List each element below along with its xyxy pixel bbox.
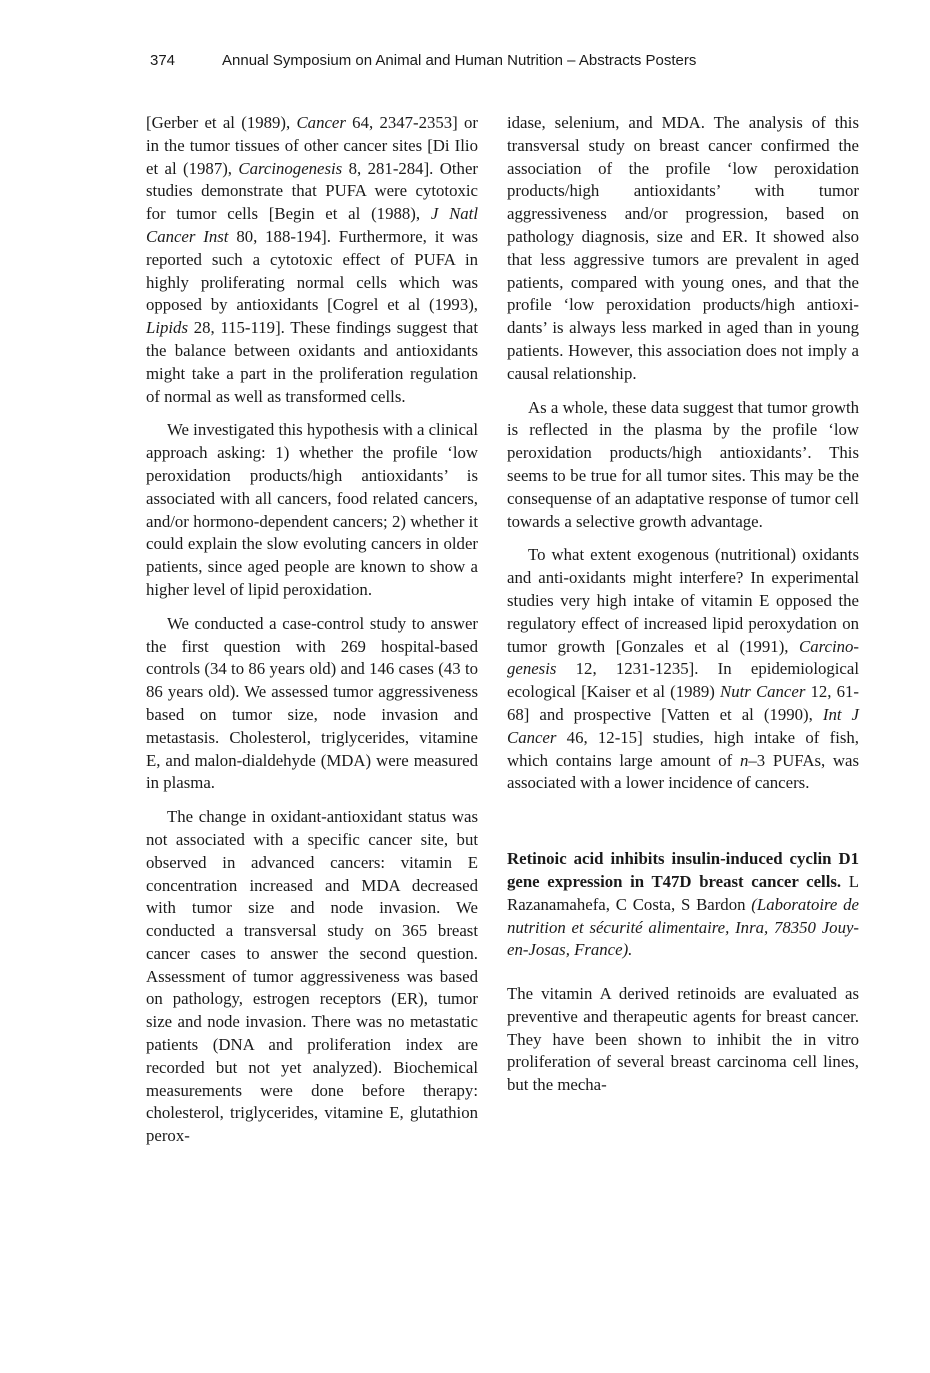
italic-text: Carcinogenesis bbox=[507, 636, 859, 679]
text-run: 12, 61-68] and prospective [Vatten et al (1990), bbox=[507, 682, 859, 724]
page-number: 374 bbox=[150, 52, 176, 69]
text-run: 64, 2347-2353] or in the tumor tissues of other cancer sites [Di Ilio et al (1987), bbox=[146, 113, 479, 178]
italic-text: Carcinogenesis bbox=[238, 158, 343, 178]
abstract-heading bbox=[507, 848, 859, 962]
text-run: The vitamin A derived retinoids are evaluated as preventive and therapeutic agents for breast cancer. They have been shown to inhibit the in vitro proliferation of several breast carcinoma cell lines, but the mecha- bbox=[507, 984, 859, 1095]
text-run: 46, 12-15] studies, high intake of fish, which contains large amount of bbox=[507, 727, 859, 770]
italic-text: Cancer bbox=[296, 113, 346, 132]
text-run: The change in oxidant-antioxidant status was not associated with a specific cancer site, but observed in advanced cancers: vitamin E concentration increased and MDA decreased with tumor size and node invasion. We conducted a transversal study on 365 breast cancer cases to answer the second question. Assessment of tumor aggressiveness was based on pathology, estrogen receptors (ER), tumor size and node invasion. There was no metastatic patients (DNA and proliferation index are recorded but not yet analyzed). Biochemical measurements were done before therapy: cholesterol, triglycerides, vitamine E, glutathion perox- bbox=[146, 807, 478, 1146]
paragraph bbox=[507, 112, 859, 386]
text-run: 8, 281-284]. Other studies demonstrate that PUFA were cytotoxic for tumor cells [Begin et al (1988), bbox=[146, 158, 478, 224]
text-run: –3 PUFAs, was associated with a lower incidence of cancers. bbox=[507, 750, 859, 793]
text-run: 80, 188-194]. Furthermore, it was reported such a cytotoxic effect of PUFA in highly proliferating normal cells which was opposed by antioxidants [Cogrel et al (1993), bbox=[146, 226, 478, 315]
text-run: We investigated this hypothesis with a clinical approach asking: 1) whether the profile ‘low peroxidation products/high antioxidants’ is associated with all cancers, food related cancers, and/or hormono-dependent cancers; 2) whether it could explain the slow evoluting cancers in older patients, since aged people are known to show a higher level of lipid peroxidation. bbox=[146, 420, 478, 599]
text-run: To what extent exogenous (nutritional) oxidants and anti-oxidants might interfere? In experimental studies very high intake of vitamin E opposed the regulatory effect of increased lipid peroxydation on tumor growth [Gonzales et al (1991), bbox=[507, 545, 859, 656]
paragraph bbox=[146, 112, 478, 408]
paragraph bbox=[507, 397, 859, 534]
text-run: [Gerber et al (1989), bbox=[146, 113, 297, 132]
text-run: 28, 115-119]. These findings suggest that the balance between oxidants and antioxidants might take a part in the proliferation regulation of normal as well as transformed cells. bbox=[146, 318, 478, 406]
left-column bbox=[146, 112, 478, 1159]
italic-text: n bbox=[739, 750, 749, 770]
page-header bbox=[150, 52, 770, 80]
running-title: Annual Symposium on Animal and Human Nutrition – Abstracts Posters bbox=[222, 52, 697, 69]
paragraph bbox=[146, 419, 478, 601]
text-run: As a whole, these data suggest that tumor growth is reflected in the plasma by the profile ‘low peroxidation products/high antioxidants’. This seems to be true for all tumor sites. This may be the consequense of an adaptative response of tumor cell towards a selective growth advantage. bbox=[507, 397, 859, 531]
italic-text: Lipids bbox=[146, 318, 188, 338]
paragraph bbox=[507, 983, 859, 1097]
italic-text: J Natl Cancer Inst bbox=[146, 204, 478, 246]
abstract-affiliation: (Laboratoire de nutrition et sécurité alimentaire, Inra, 78350 Jouy-en-Josas, France). bbox=[507, 894, 860, 960]
paragraph bbox=[146, 613, 478, 795]
italic-text: Int J Cancer bbox=[507, 704, 859, 747]
italic-text: Nutr Cancer bbox=[720, 682, 806, 702]
paragraph bbox=[507, 544, 859, 795]
abstract-authors: L Razanamahefa, C Costa, S Bardon bbox=[507, 871, 859, 914]
text-run: idase, selenium, and MDA. The analysis of this transversal study on breast cancer confirmed the association of the profile ‘low peroxidation products/high antioxidants’ with tumor aggressiveness and/or progression, based on pathology diagnosis, size and ER. It showed also that less aggressive tumors are prevalent in aged patients, compared with young ones, and that the profile ‘low peroxidation products/high antioxidants’ is always less marked in aged than in young patients. However, this association does not imply a causal relationship. bbox=[507, 113, 859, 383]
text-run: 12, 1231-1235]. In epidemiological ecological [Kaiser et al (1989) bbox=[507, 659, 859, 702]
abstract-title: Retinoic acid inhibits insulin-induced cyclin D1 gene expression in T47D breast cancer cells. bbox=[507, 849, 859, 891]
right-column bbox=[507, 112, 859, 1108]
paragraph bbox=[146, 806, 478, 1148]
text-run: We conducted a case-control study to answer the first question with 269 hospital-based controls (34 to 86 years old) and 146 cases (43 to 86 years old). We assessed tumor aggressiveness based on tumor size, node invasion and metastasis. Cholesterol, triglycerides, vitamine E, and malon-dialdehyde (MDA) were measured in plasma. bbox=[146, 613, 478, 793]
